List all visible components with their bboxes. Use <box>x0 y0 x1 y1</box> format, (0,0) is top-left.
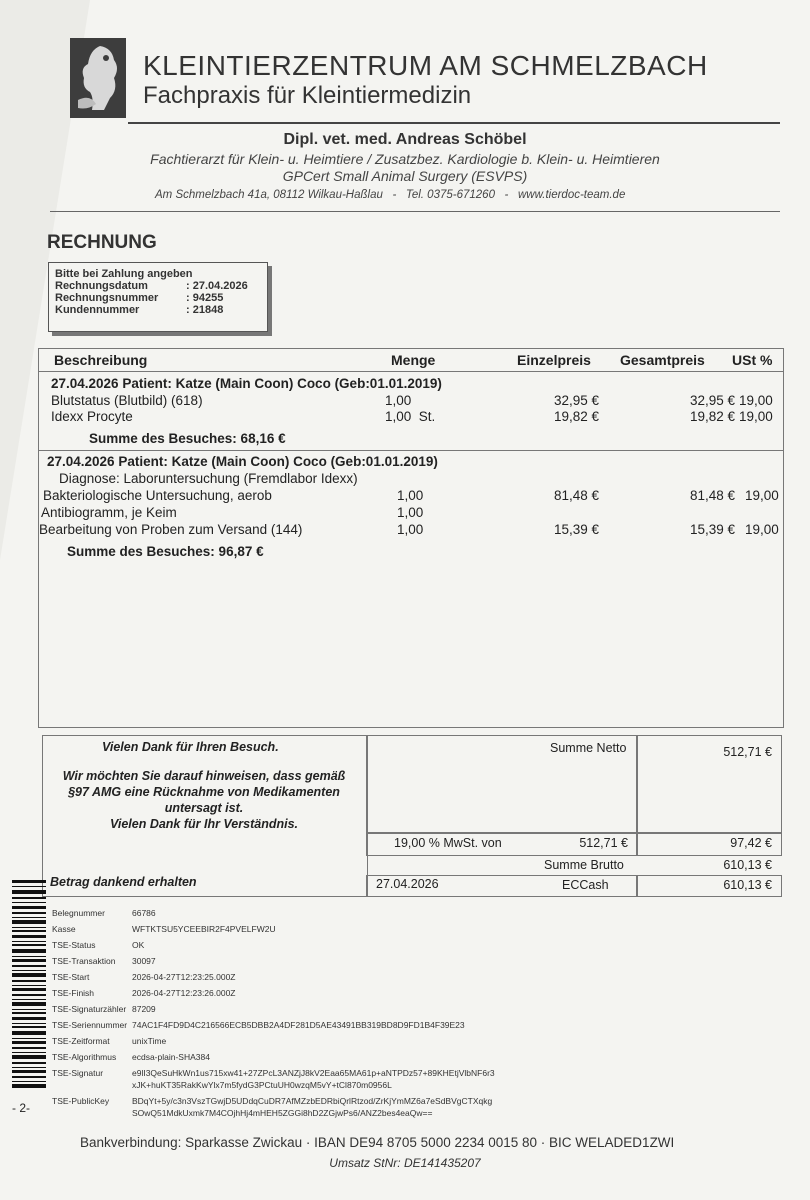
table-row-desc: Bearbeitung von Proben zum Versand (144) <box>39 522 303 537</box>
vat-label: 19,00 % MwSt. von <box>394 836 502 850</box>
clinic-address: Am Schmelzbach 41a, 08112 Wilkau-Haßlau - Tel. 0375-671260 - www.tierdoc-team.de <box>155 189 626 201</box>
document-title: RECHNUNG <box>47 232 157 253</box>
tse-label: TSE-Signatur <box>52 1068 104 1078</box>
vat-amount: 97,42 € <box>730 836 772 850</box>
tse-value: 2026-04-27T12:23:26.000Z <box>132 988 236 998</box>
header-divider <box>128 122 780 124</box>
thanks-text: Vielen Dank für Ihren Besuch. <box>102 740 279 754</box>
tse-label: TSE-Signaturzähler <box>52 1004 127 1014</box>
visit-1-title: 27.04.2026 Patient: Katze (Main Coon) Coco (Geb:01.01.2019) <box>51 376 442 391</box>
visit-2-title: 27.04.2026 Patient: Katze (Main Coon) Coco (Geb:01.01.2019) <box>47 454 438 469</box>
invoice-date-label: Rechnungsdatum <box>55 280 148 292</box>
tax-number: Umsatz StNr: DE141435207 <box>329 1156 481 1170</box>
clinic-subtitle: Fachpraxis für Kleintiermedizin <box>143 82 472 109</box>
address-divider <box>50 211 780 212</box>
col-vat: USt % <box>732 352 773 368</box>
payment-date: 27.04.2026 <box>376 877 439 891</box>
table-row-vat: 19,00 <box>739 409 773 424</box>
invoice-info-box <box>48 262 268 332</box>
invoice-number-label: Rechnungsnummer <box>55 292 159 304</box>
table-row-qty: 1,00 <box>397 522 424 537</box>
tse-value: 30097 <box>132 956 156 966</box>
amount-received: Betrag dankend erhalten <box>50 875 197 889</box>
tse-label: TSE-Zeitformat <box>52 1036 110 1046</box>
tse-value: WFTKTSU5YCEEBIR2F4PVELFW2U <box>132 924 276 934</box>
table-row-desc: Antibiogramm, je Keim <box>41 505 177 520</box>
tse-value: 87209 <box>132 1004 156 1014</box>
table-row-qty: 1,00 <box>397 488 424 503</box>
tse-label: TSE-Status <box>52 940 96 950</box>
doctor-qualification-2: GPCert Small Animal Surgery (ESVPS) <box>282 168 528 184</box>
col-description: Beschreibung <box>54 352 148 368</box>
customer-number: : 21848 <box>186 304 224 316</box>
brutto-label: Summe Brutto <box>544 858 624 872</box>
table-row-desc: Bakteriologische Untersuchung, aerob <box>43 488 272 503</box>
tse-label: Belegnummer <box>52 908 105 918</box>
payment-method: ECCash <box>562 878 609 892</box>
doctor-name: Dipl. vet. med. Andreas Schöbel <box>283 131 527 148</box>
table-row-total: 81,48 € <box>689 488 735 503</box>
clinic-name: KLEINTIERZENTRUM AM SCHMELZBACH <box>143 50 708 81</box>
table-row-unit: 19,82 € <box>553 409 599 424</box>
payment-amount: 610,13 € <box>723 878 772 892</box>
brutto-value: 610,13 € <box>723 858 772 872</box>
table-row-qty: 1,00 St. <box>385 409 436 424</box>
tse-label: TSE-Finish <box>52 988 95 998</box>
table-row-unit: 32,95 € <box>553 393 599 408</box>
customer-number-label: Kundennummer <box>55 304 140 316</box>
tse-value: OK <box>132 940 145 950</box>
netto-label: Summe Netto <box>550 741 627 755</box>
notice-line-4: Vielen Dank für Ihr Verständnis. <box>109 817 298 831</box>
table-row-vat: 19,00 <box>739 393 773 408</box>
invoice-footer <box>42 735 782 897</box>
vat-base: 512,71 € <box>579 836 628 850</box>
tse-value: 2026-04-27T12:23:25.000Z <box>132 972 236 982</box>
netto-value: 512,71 € <box>723 745 772 759</box>
notice-line-3: untersagt ist. <box>164 801 244 815</box>
payment-hint: Bitte bei Zahlung angeben <box>55 268 193 280</box>
bank-details: Bankverbindung: Sparkasse Zwickau · IBAN DE94 8705 5000 2234 0015 80 · BIC WELADED1ZWI <box>80 1135 675 1150</box>
table-row-total: 15,39 € <box>689 522 735 537</box>
table-header <box>39 349 783 372</box>
visit-2-sum: Summe des Besuches: 96,87 € <box>67 544 264 559</box>
tse-label: TSE-Seriennummer <box>52 1020 128 1030</box>
tse-value: 66786 <box>132 908 156 918</box>
clinic-logo <box>70 38 126 118</box>
page-number: - 2- <box>12 1101 30 1115</box>
visit-2-diagnosis: Diagnose: Laboruntersuchung (Fremdlabor Idexx) <box>59 471 358 486</box>
tse-label: TSE-Start <box>52 972 90 982</box>
table-row-unit: 15,39 € <box>553 522 599 537</box>
table-row-vat: 19,00 <box>745 522 779 537</box>
tse-label: TSE-Transaktion <box>52 956 116 966</box>
notes-box <box>42 735 368 897</box>
table-row-qty: 1,00 <box>397 505 424 520</box>
table-row-desc: Idexx Procyte <box>51 409 133 424</box>
tse-label: TSE-PublicKey <box>52 1096 110 1106</box>
tse-value: ecdsa-plain-SHA384 <box>132 1052 210 1062</box>
barcode-image <box>12 880 46 1090</box>
table-row-qty: 1,00 <box>385 393 412 408</box>
tse-value: unixTime <box>132 1036 167 1046</box>
col-quantity: Menge <box>391 352 436 368</box>
visit-divider <box>39 450 783 451</box>
notice-line-2: §97 AMG eine Rücknahme von Medikamenten <box>68 785 340 799</box>
notice-line-1: Wir möchten Sie darauf hinweisen, dass gemäß <box>62 769 346 783</box>
col-total-price: Gesamtpreis <box>620 352 705 368</box>
doctor-qualification-1: Fachtierarzt für Klein- u. Heimtiere / Zusatzbez. Kardiologie b. Klein- u. Heimtieren <box>150 151 660 167</box>
table-row-unit: 81,48 € <box>553 488 599 503</box>
col-unit-price: Einzelpreis <box>517 352 591 368</box>
visit-1-sum: Summe des Besuches: 68,16 € <box>89 431 286 446</box>
tse-value: xJK+huKT35RakKwYlx7m5fydG3PCtuUH0wzqM5vY+tCl870m0956L <box>132 1080 392 1090</box>
tse-value: e9lI3QeSuHkWn1us715xw41+27ZPcL3ANZjJ8kV2Eaa65MA61p+aNTPDz57+89KHEtjVlbNF6r3 <box>132 1068 495 1078</box>
tse-value: 74AC1F4FD9D4C216566ECB5DBB2A4DF281D5AE43491BB319BD8D9FD1B4F39E23 <box>132 1020 465 1030</box>
invoice-date: : 27.04.2026 <box>186 280 248 292</box>
tse-label: TSE-Algorithmus <box>52 1052 117 1062</box>
invoice-table <box>38 348 784 728</box>
tse-value: SOwQ51MdkUxmk7M4COjhHj4mHEH5ZGGi8hD2ZGjwPs6/ANZ2bes4eaQw== <box>132 1108 433 1118</box>
tse-label: Kasse <box>52 924 76 934</box>
table-row-total: 32,95 € <box>689 393 735 408</box>
table-row-desc: Blutstatus (Blutbild) (618) <box>51 393 203 408</box>
invoice-number: : 94255 <box>186 292 224 304</box>
tse-value: BDqYt+5y/c3n3VszTGwjD5UDdqCuDR7AfMZzbEDRbiQrlRtzod/ZrKjYmMZ6a7eSdBVgCTXqkg <box>132 1096 493 1106</box>
table-row-total: 19,82 € <box>689 409 735 424</box>
table-row-vat: 19,00 <box>745 488 779 503</box>
